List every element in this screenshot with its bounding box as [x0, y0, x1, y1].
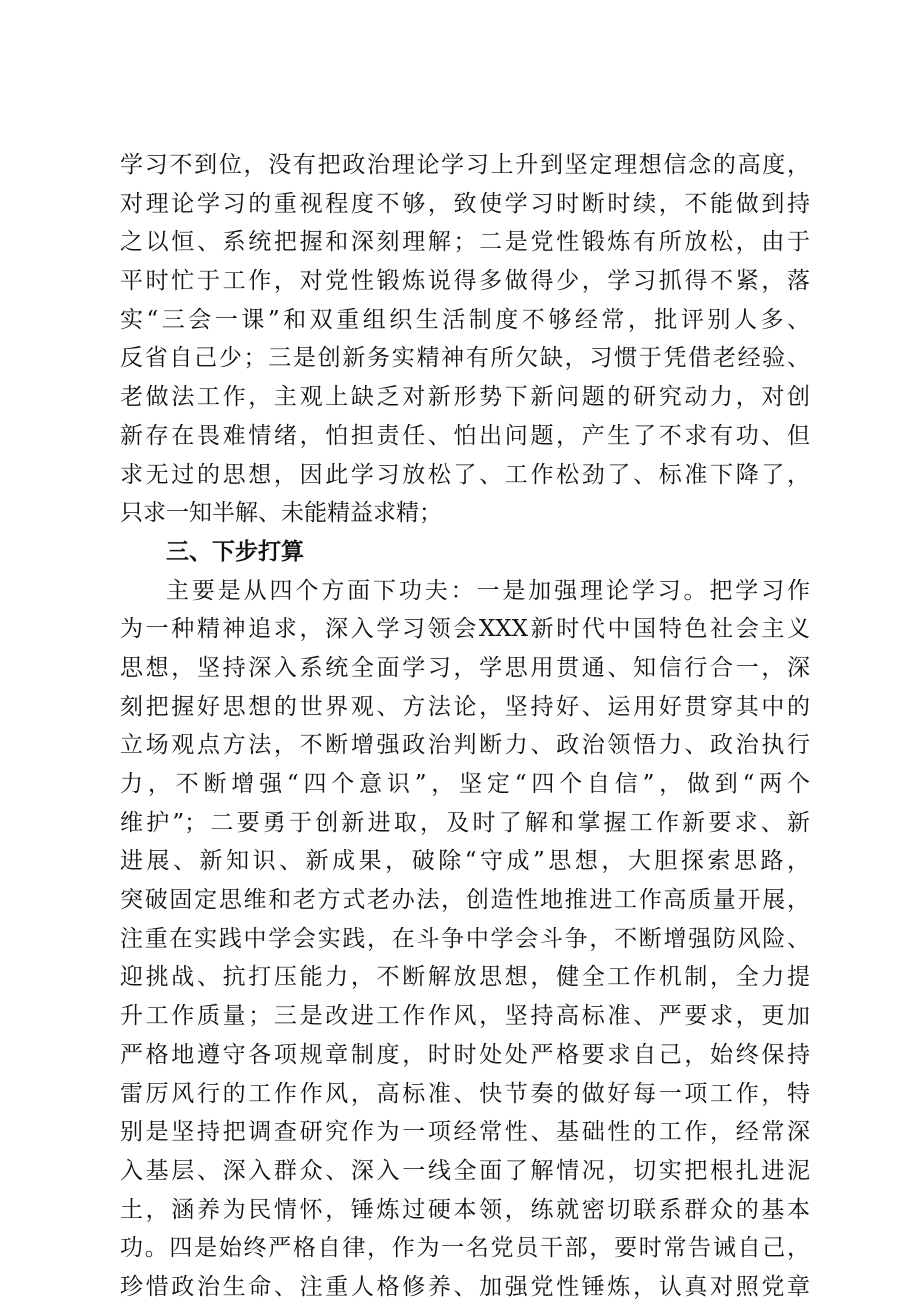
- paragraph-line: 注重在实践中学会实践，在斗争中学会斗争，不断增强防风险、: [120, 925, 810, 952]
- paragraph-line: 进展、新知识、新成果，破除“守成”思想，大胆探索思路，: [120, 848, 810, 875]
- paragraph-line: 反省自己少；三是创新务实精神有所欠缺，习惯于凭借老经验、: [120, 345, 810, 372]
- paragraph-line: 珍惜政治生命、注重人格修养、加强党性锤炼，认真对照党章: [120, 1273, 810, 1300]
- paragraph-line: 立场观点方法，不断增强政治判断力、政治领悟力、政治执行: [120, 732, 810, 759]
- paragraph-line: 别是坚持把调查研究作为一项经常性、基础性的工作，经常深: [120, 1119, 810, 1146]
- paragraph-line: 功。四是始终严格自律，作为一名党员干部，要时常告诫自己，: [120, 1235, 810, 1262]
- paragraph-line: 只求一知半解、未能精益求精；: [120, 500, 442, 527]
- paragraph-line: 土，涵养为民情怀，锤炼过硬本领，练就密切联系群众的基本: [120, 1196, 810, 1223]
- paragraph-line: 老做法工作，主观上缺乏对新形势下新问题的研究动力，对创: [120, 384, 810, 411]
- paragraph-line: 思想，坚持深入系统全面学习，学思用贯通、知信行合一，深: [120, 654, 810, 681]
- paragraph-line: 求无过的思想，因此学习放松了、工作松劲了、标准下降了，: [120, 461, 810, 488]
- paragraph-line: 为一种精神追求，深入学习领会XXX新时代中国特色社会主义: [120, 616, 810, 643]
- paragraph-line: 刻把握好思想的世界观、方法论，坚持好、运用好贯穿其中的: [120, 693, 810, 720]
- paragraph-line: 实“三会一课”和双重组织生活制度不够经常，批评别人多、: [120, 306, 810, 333]
- paragraph-line: 升工作质量；三是改进工作作风，坚持高标准、严要求，更加: [120, 1003, 810, 1030]
- paragraph-line: 严格地遵守各项规章制度，时时处处严格要求自己，始终保持: [120, 1041, 810, 1068]
- paragraph-line: 对理论学习的重视程度不够，致使学习时断时续，不能做到持: [120, 190, 810, 217]
- paragraph-line: 入基层、深入群众、深入一线全面了解情况，切实把根扎进泥: [120, 1157, 810, 1184]
- document-body: [120, 146, 810, 1307]
- paragraph-line: 新存在畏难情绪，怕担责任、怕出问题，产生了不求有功、但: [120, 422, 810, 449]
- paragraph-line: 迎挑战、抗打压能力，不断解放思想，健全工作机制，全力提: [120, 964, 810, 991]
- paragraph-line: 之以恒、系统把握和深刻理解；二是党性锻炼有所放松，由于: [120, 229, 810, 256]
- paragraph-line: 力，不断增强“四个意识”，坚定“四个自信”，做到“两个: [120, 771, 810, 797]
- paragraph-line: 维护”；二要勇于创新进取，及时了解和掌握工作新要求、新: [120, 809, 810, 836]
- paragraph-line: 主要是从四个方面下功夫：一是加强理论学习。把学习作: [166, 577, 810, 604]
- paragraph-line: 雷厉风行的工作作风，高标准、快节奏的做好每一项工作，特: [120, 1080, 810, 1107]
- paragraph-line: 突破固定思维和老方式老办法，创造性地推进工作高质量开展，: [120, 887, 810, 914]
- paragraph-line: 平时忙于工作，对党性锻炼说得多做得少，学习抓得不紧，落: [120, 268, 810, 295]
- paragraph-line: 学习不到位，没有把政治理论学习上升到坚定理想信念的高度，: [120, 152, 810, 178]
- section-heading: 三、下步打算: [166, 538, 304, 565]
